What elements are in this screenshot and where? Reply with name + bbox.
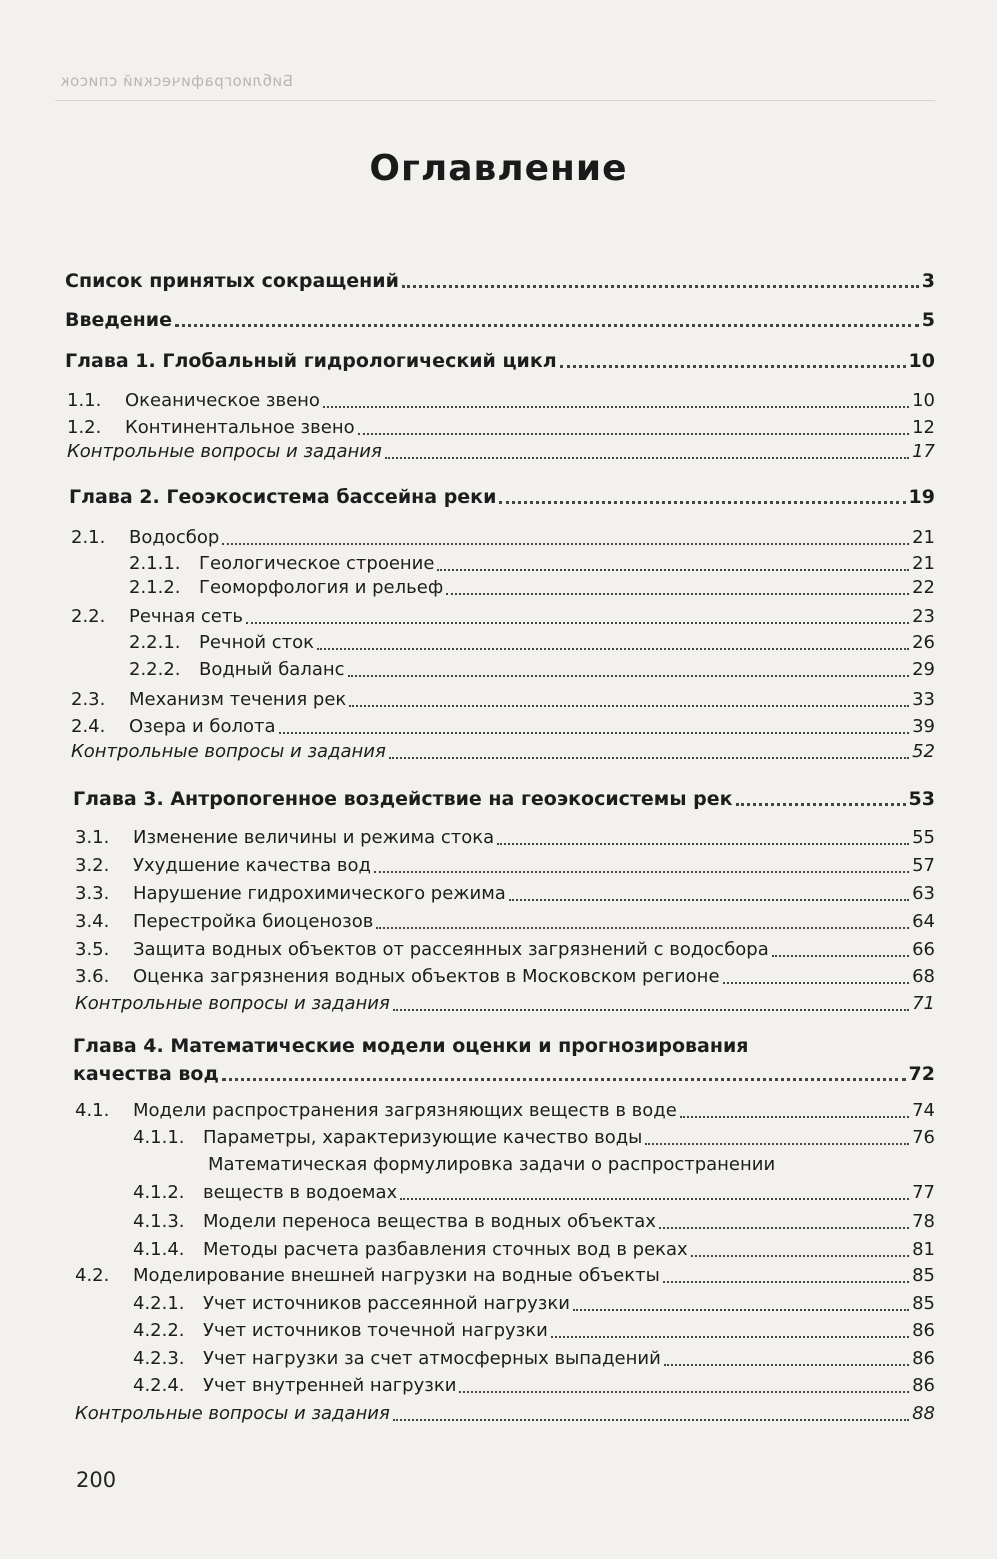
toc-entry-page: 63 <box>912 883 935 904</box>
toc-entry-title: Оценка загрязнения водных объектов в Московском регионе <box>133 966 720 987</box>
toc-entry-number: 3.3. <box>75 883 110 904</box>
toc-entry-title: Глава 3. Антропогенное воздействие на геоэкосистемы рек <box>73 788 733 810</box>
toc-entry-title: Водный баланс <box>199 659 345 680</box>
toc-entry-title: Моделирование внешней нагрузки на водные объекты <box>133 1265 660 1286</box>
toc-entry-number: 4.2.2. <box>133 1320 185 1341</box>
toc-entry-title: Учет источников рассеянной нагрузки <box>203 1293 570 1314</box>
toc-entry[interactable] <box>71 606 935 628</box>
toc-entry[interactable] <box>75 939 935 961</box>
dot-leader <box>279 732 910 734</box>
toc-entry-page: 64 <box>912 911 935 932</box>
dot-leader <box>400 1198 909 1200</box>
toc-entry-page: 74 <box>912 1100 935 1121</box>
dot-leader <box>772 955 909 957</box>
toc-entry[interactable] <box>71 527 935 549</box>
toc-entry-number: 2.3. <box>71 689 106 710</box>
dot-leader <box>349 705 909 707</box>
toc-entry-title: Контрольные вопросы и задания <box>67 441 382 462</box>
dot-leader <box>402 285 919 288</box>
toc-entry-page: 77 <box>912 1182 935 1203</box>
toc-entry-title: Параметры, характеризующие качество воды <box>203 1127 643 1148</box>
toc-entry-page: 10 <box>912 390 935 411</box>
toc-entry-title: Учет нагрузки за счет атмосферных выпадений <box>203 1348 661 1369</box>
toc-entry-page: 23 <box>912 606 935 627</box>
dot-leader <box>446 593 909 595</box>
toc-entry-title: Контрольные вопросы и задания <box>75 993 390 1014</box>
toc-entry-title: Водосбор <box>129 527 220 548</box>
toc-entry[interactable] <box>71 689 935 711</box>
toc-entry-title: Список принятых сокращений <box>65 270 399 292</box>
dot-leader <box>723 982 910 984</box>
toc-entry-title: веществ в водоемах <box>203 1182 398 1203</box>
toc-entry-page: 55 <box>912 827 935 848</box>
dot-leader <box>497 843 909 845</box>
toc-entry-title: Глава 1. Глобальный гидрологический цикл <box>65 350 557 372</box>
toc-entry[interactable] <box>75 1375 935 1397</box>
toc-entry[interactable] <box>71 632 935 654</box>
toc-entry-title: Контрольные вопросы и задания <box>71 741 386 762</box>
toc-entry-first-line: Глава 4. Математические модели оценки и прогнозирования <box>73 1035 749 1057</box>
toc-entry[interactable] <box>67 417 935 439</box>
dot-leader <box>175 324 919 327</box>
dot-leader <box>736 803 906 806</box>
toc-entry[interactable] <box>75 993 935 1015</box>
toc-entry-page: 3 <box>921 270 935 292</box>
toc-entry[interactable] <box>75 1320 935 1342</box>
toc-entry-title: Контрольные вопросы и задания <box>75 1403 390 1424</box>
toc-entry-number: 1.2. <box>67 417 102 438</box>
dot-leader <box>459 1391 909 1393</box>
dot-leader <box>680 1116 909 1118</box>
toc-entry-page: 10 <box>908 350 935 372</box>
toc-entry-number: 4.2.3. <box>133 1348 185 1369</box>
toc-entry-page: 72 <box>908 1063 935 1085</box>
toc-entry-title: Изменение величины и режима стока <box>133 827 495 848</box>
toc-entry-title: Механизм течения рек <box>129 689 347 710</box>
toc-entry-title: Перестройка биоценозов <box>133 911 374 932</box>
dot-leader <box>222 1078 906 1081</box>
toc-entry-number: 4.2. <box>75 1265 110 1286</box>
toc-entry-page: 52 <box>912 741 935 762</box>
page-title: Оглавление <box>369 148 628 189</box>
toc-entry-title: Учет источников точечной нагрузки <box>203 1320 548 1341</box>
toc-entry[interactable] <box>71 577 935 599</box>
toc-entry-page: 71 <box>912 993 935 1014</box>
toc-entry-page: 19 <box>908 486 935 508</box>
dot-leader <box>645 1143 909 1145</box>
toc-entry-number: 4.1. <box>75 1100 110 1121</box>
toc-entry[interactable] <box>65 350 935 372</box>
toc-entry-title: Речной сток <box>199 632 315 653</box>
toc-entry[interactable] <box>75 827 935 849</box>
toc-entry-page: 86 <box>912 1375 935 1396</box>
toc-entry-page: 5 <box>921 309 935 331</box>
toc-entry[interactable] <box>71 553 935 575</box>
dot-leader <box>573 1309 909 1311</box>
toc-entry-page: 33 <box>912 689 935 710</box>
dot-leader <box>246 622 909 624</box>
toc-entry[interactable] <box>73 1063 935 1085</box>
toc-entry-page: 17 <box>912 441 935 462</box>
toc-entry[interactable] <box>65 270 935 292</box>
toc-entry-page: 21 <box>912 553 935 574</box>
toc-entry[interactable] <box>67 390 935 412</box>
toc-entry-first-line: Математическая формулировка задачи о распространении <box>208 1154 776 1175</box>
toc-entry[interactable] <box>75 1182 935 1204</box>
toc-entry-page: 85 <box>912 1265 935 1286</box>
toc-entry[interactable] <box>71 716 935 738</box>
toc-entry-page: 88 <box>912 1403 935 1424</box>
header-rule <box>55 100 935 101</box>
toc-entry-number: 4.1.4. <box>133 1239 185 1260</box>
toc-entry-page: 76 <box>912 1127 935 1148</box>
toc-entry-page: 85 <box>912 1293 935 1314</box>
toc-entry-page: 39 <box>912 716 935 737</box>
toc-entry-number: 2.1. <box>71 527 106 548</box>
toc-entry-number: 4.1.2. <box>133 1182 185 1203</box>
toc-entry[interactable] <box>75 1348 935 1370</box>
toc-entry-number: 2.2. <box>71 606 106 627</box>
dot-leader <box>499 501 905 504</box>
toc-entry-number: 2.1.1. <box>129 553 181 574</box>
toc-entry-number: 1.1. <box>67 390 102 411</box>
dot-leader <box>659 1227 909 1229</box>
toc-entry-title: Континентальное звено <box>125 417 355 438</box>
toc-entry-page: 12 <box>912 417 935 438</box>
toc-entry[interactable] <box>71 659 935 681</box>
dot-leader <box>348 675 910 677</box>
toc-entry-number: 3.5. <box>75 939 110 960</box>
toc-entry[interactable] <box>75 966 935 988</box>
toc-entry-number: 4.2.1. <box>133 1293 185 1314</box>
toc-entry-title: Защита водных объектов от рассеянных загрязнений с водосбора <box>133 939 769 960</box>
toc-entry-title: Океаническое звено <box>125 390 320 411</box>
toc-entry-page: 78 <box>912 1211 935 1232</box>
toc-entry-title: Геоморфология и рельеф <box>199 577 444 598</box>
toc-entry-title: Введение <box>65 309 172 331</box>
dot-leader <box>317 648 909 650</box>
toc-entry-page: 86 <box>912 1348 935 1369</box>
toc-entry-title: Учет внутренней нагрузки <box>203 1375 457 1396</box>
toc-entry[interactable] <box>65 309 935 331</box>
dot-leader <box>664 1364 909 1366</box>
dot-leader <box>376 927 909 929</box>
toc-entry-number: 4.1.1. <box>133 1127 185 1148</box>
toc-entry-page: 22 <box>912 577 935 598</box>
toc-entry[interactable] <box>75 1293 935 1315</box>
toc-entry-title: Модели переноса вещества в водных объектах <box>203 1211 656 1232</box>
toc-entry[interactable] <box>69 486 935 508</box>
toc-entry[interactable] <box>71 741 935 763</box>
toc-entry-title: Геологическое строение <box>199 553 435 574</box>
dot-leader <box>389 757 909 759</box>
toc-entry[interactable] <box>73 788 935 810</box>
toc-entry-page: 57 <box>912 855 935 876</box>
toc-entry-title: Нарушение гидрохимического режима <box>133 883 506 904</box>
dot-leader <box>393 1009 909 1011</box>
toc-entry-number: 2.1.2. <box>129 577 181 598</box>
toc-entry-title: Ухудшение качества вод <box>133 855 371 876</box>
toc-entry[interactable] <box>75 1211 935 1233</box>
toc-entry[interactable] <box>75 1100 935 1122</box>
toc-entry[interactable] <box>75 1239 935 1261</box>
toc-entry-number: 2.2.2. <box>129 659 181 680</box>
dot-leader <box>663 1281 909 1283</box>
toc-entry-number: 3.2. <box>75 855 110 876</box>
toc-entry[interactable] <box>75 1127 935 1149</box>
dot-leader <box>385 457 909 459</box>
toc-entry-page: 29 <box>912 659 935 680</box>
toc-entry-page: 66 <box>912 939 935 960</box>
toc-entry-number: 2.2.1. <box>129 632 181 653</box>
toc-entry-title: Методы расчета разбавления сточных вод в реках <box>203 1239 688 1260</box>
toc-entry-page: 21 <box>912 527 935 548</box>
toc-entry-number: 3.1. <box>75 827 110 848</box>
toc-entry[interactable] <box>75 911 935 933</box>
toc-entry-title: Модели распространения загрязняющих веществ в воде <box>133 1100 677 1121</box>
dot-leader <box>437 569 909 571</box>
toc-entry-title: Речная сеть <box>129 606 243 627</box>
toc-entry-number: 4.2.4. <box>133 1375 185 1396</box>
toc-entry-number: 4.1.3. <box>133 1211 185 1232</box>
toc-entry-title: Озера и болота <box>129 716 276 737</box>
toc-entry[interactable] <box>67 441 935 463</box>
toc-entry-page: 68 <box>912 966 935 987</box>
toc-entry-title: качества вод <box>73 1063 219 1085</box>
toc-entry-page: 53 <box>908 788 935 810</box>
dot-leader <box>358 433 909 435</box>
running-header: Библиографический список <box>60 72 293 90</box>
toc-entry-number: 3.4. <box>75 911 110 932</box>
toc-entry[interactable] <box>75 883 935 905</box>
dot-leader <box>691 1255 909 1257</box>
toc-entry-page: 86 <box>912 1320 935 1341</box>
toc-entry-number: 2.4. <box>71 716 106 737</box>
dot-leader <box>509 899 909 901</box>
dot-leader <box>374 871 909 873</box>
dot-leader <box>222 543 909 545</box>
toc-entry-page: 81 <box>912 1239 935 1260</box>
toc-entry[interactable] <box>75 1403 935 1425</box>
dot-leader <box>323 406 909 408</box>
toc-entry-page: 26 <box>912 632 935 653</box>
dot-leader <box>393 1419 909 1421</box>
page-number: 200 <box>76 1468 117 1492</box>
toc-entry-number: 3.6. <box>75 966 110 987</box>
dot-leader <box>560 365 906 368</box>
toc-entry[interactable] <box>75 1265 935 1287</box>
dot-leader <box>551 1336 909 1338</box>
toc-entry[interactable] <box>75 855 935 877</box>
toc-entry-title: Глава 2. Геоэкосистема бассейна реки <box>69 486 497 508</box>
